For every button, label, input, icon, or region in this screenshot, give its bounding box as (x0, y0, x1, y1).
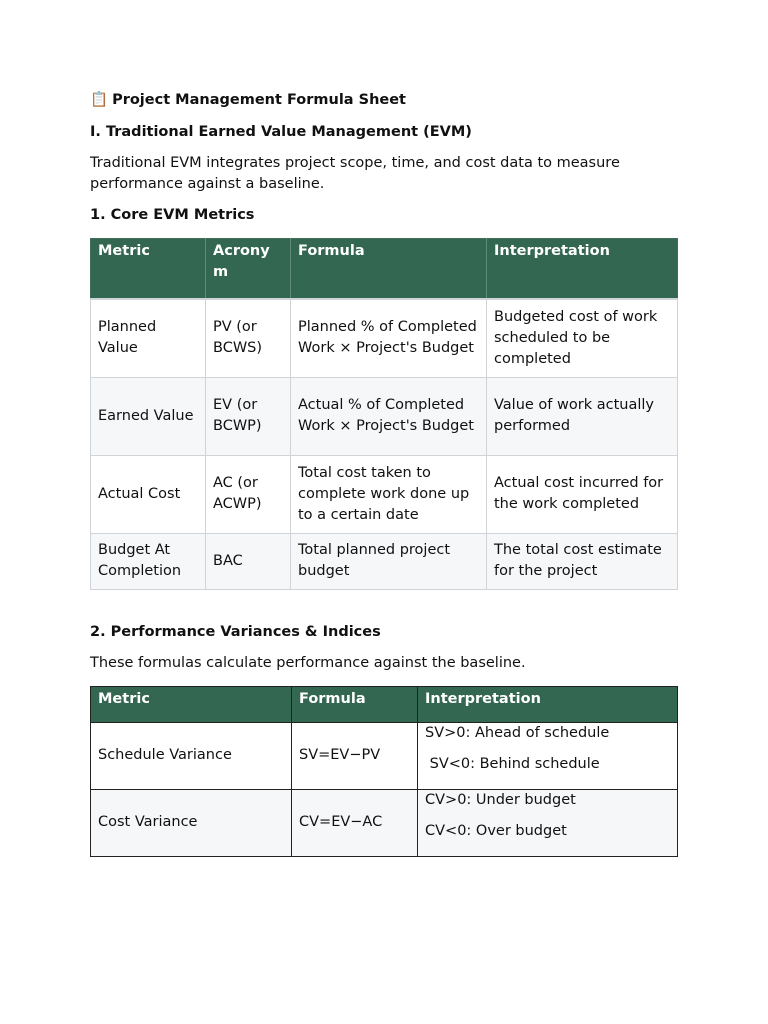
table-cell: Actual cost incurred for the work completed (487, 455, 678, 533)
performance-variances-table (90, 686, 678, 857)
subsection-intro-variances: These formulas calculate performance against the baseline. (90, 654, 526, 671)
subsection-heading-variances: 2. Performance Variances & Indices (90, 623, 381, 640)
table-header-row (91, 239, 678, 300)
column-header-formula: Formula (292, 686, 418, 722)
table-cell: Total planned project budget (291, 533, 487, 589)
table-cell: Planned % of Completed Work × Project's Budget (291, 299, 487, 377)
table-cell: Total cost taken to complete work done up to a certain date (291, 455, 487, 533)
column-header-metric: Metric (91, 686, 292, 722)
page-title-text: Project Management Formula Sheet (112, 92, 406, 108)
table-row (91, 789, 678, 856)
interpretation-line: CV<0: Over budget (425, 822, 567, 839)
subsection-heading-core-metrics: 1. Core EVM Metrics (90, 207, 255, 223)
document-page (90, 90, 678, 857)
table-row (91, 533, 678, 589)
page-title (90, 90, 678, 111)
interpretation-line: SV<0: Behind schedule (425, 755, 600, 772)
column-header-formula: Formula (291, 239, 487, 300)
table-cell: Budgeted cost of work scheduled to be completed (487, 299, 678, 377)
table-cell: Actual % of Completed Work × Project's Budget (291, 377, 487, 455)
core-evm-metrics-table (90, 238, 678, 590)
interpretation-line: SV>0: Ahead of schedule (425, 724, 610, 741)
table-cell: BAC (206, 533, 291, 589)
table-cell: Schedule Variance (91, 722, 292, 789)
table-cell: SV=EV−PV (292, 722, 418, 789)
table-cell (418, 789, 678, 856)
table-cell: Budget At Completion (91, 533, 206, 589)
table-cell: Actual Cost (91, 455, 206, 533)
table-cell: AC (or ACWP) (206, 455, 291, 533)
table-cell: PV (or BCWS) (206, 299, 291, 377)
column-header-acronym: Acronym (206, 239, 291, 300)
table-cell: The total cost estimate for the project (487, 533, 678, 589)
table-header-row (91, 686, 678, 722)
clipboard-icon: 📋 (90, 92, 109, 108)
table-cell (418, 722, 678, 789)
table-row (91, 455, 678, 533)
table-cell: Cost Variance (91, 789, 292, 856)
table-cell: Planned Value (91, 299, 206, 377)
table-row (91, 722, 678, 789)
table-cell: EV (or BCWP) (206, 377, 291, 455)
section-heading-evm: I. Traditional Earned Value Management (EVM) (90, 124, 472, 140)
table-row (91, 299, 678, 377)
column-header-interpretation: Interpretation (487, 239, 678, 300)
table-row (91, 377, 678, 455)
section-intro-evm: Traditional EVM integrates project scope, time, and cost data to measure performance against a baseline. (90, 155, 620, 192)
column-header-metric: Metric (91, 239, 206, 300)
interpretation-line: CV>0: Under budget (425, 791, 576, 808)
table-cell: CV=EV−AC (292, 789, 418, 856)
column-header-interpretation: Interpretation (418, 686, 678, 722)
table-cell: Earned Value (91, 377, 206, 455)
table-cell: Value of work actually performed (487, 377, 678, 455)
